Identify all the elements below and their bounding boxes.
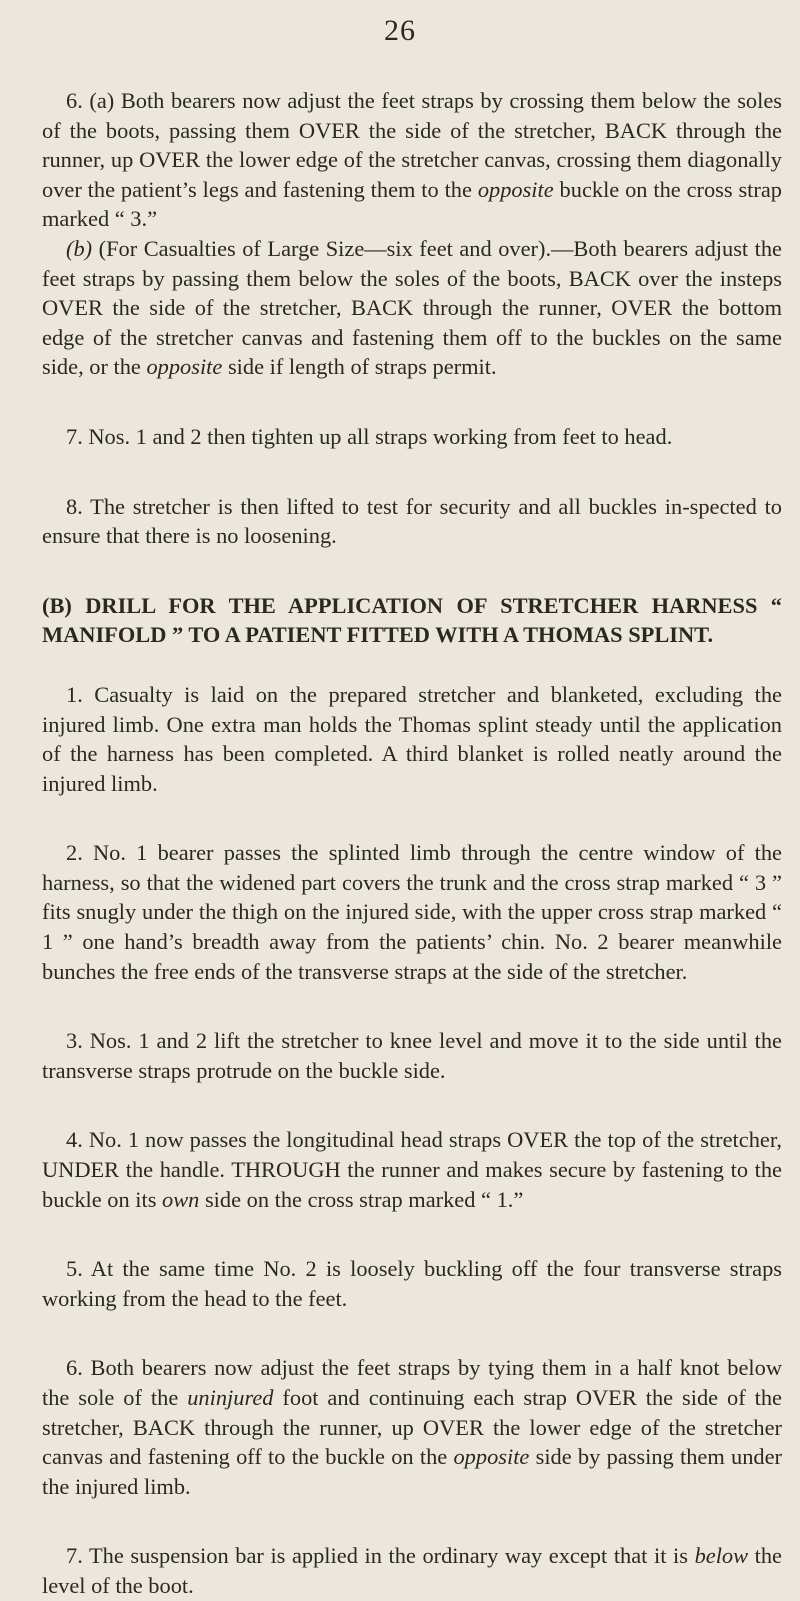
paragraph-6b: (b) (For Casualties of Large Size—six feet and over).—Both bearers adjust the feet straps by passing them below the soles of the boots, BACK over the insteps OVER the side of the stretcher, BACK through the runner, OVER the bottom edge of the stretcher canvas and fastening them off to the buckles on the same side, or the opposite side if length of straps permit. (42, 235, 782, 380)
paragraph-b5: 5. At the same time No. 2 is loosely buckling off the four transverse straps working from the head to the feet. (42, 1256, 782, 1311)
paragraph-6a: 6. (a) Both bearers now adjust the feet straps by crossing them below the soles of the boots, passing them OVER the side of the stretcher, BACK through the runner, up OVER the lower edge of the stretcher canvas, crossing them diagonally over the patient’s legs and fastening them to the opposite buckle on the cross strap marked “ 3.” (42, 88, 782, 232)
paragraph-b2: 2. No. 1 bearer passes the splinted limb through the centre window of the harness, so that the widened part covers the trunk and the cross strap marked “ 3 ” fits snugly under the thigh on the injured side, with the upper cross strap marked “ 1 ” one hand’s breadth away from the patients’ chin. No. 2 bearer meanwhile bunches the free ends of the transverse straps at the side of the stretcher. (42, 840, 782, 984)
paragraph-b4: 4. No. 1 now passes the longitudinal head straps OVER the top of the stretcher, UNDER the handle. THROUGH the runner and makes secure by fastening to the buckle on its own side on the cross strap marked “ 1.” (42, 1127, 782, 1212)
paragraph-b3: 3. Nos. 1 and 2 lift the stretcher to knee level and move it to the side until the transverse straps protrude on the buckle side. (42, 1028, 782, 1083)
page-number: 26 (384, 14, 416, 47)
paragraph-b6: 6. Both bearers now adjust the feet straps by tying them in a half knot below the sole of the uninjured foot and continuing each strap OVER the side of the stretcher, BACK through the runner, up OVER the lower edge of the stretcher canvas and fastening off to the buckle on the opposite side by passing them under the injured limb. (42, 1355, 782, 1499)
paragraph-b1: 1. Casualty is laid on the prepared stretcher and blanketed, excluding the injured limb. One extra man holds the Thomas splint steady until the application of the harness has been completed. A third blanket is rolled neatly around the injured limb. (42, 681, 782, 796)
page-body (42, 86, 782, 1601)
section-b-heading: (B) DRILL FOR THE APPLICATION OF STRETCHER HARNESS “ MANIFOLD ” TO A PATIENT FITTED WITH A THOMAS SPLINT. (42, 592, 782, 648)
paragraph-b7: 7. The suspension bar is applied in the ordinary way except that it is below the level of the boot. (42, 1543, 782, 1598)
paragraph-8a: 8. The stretcher is then lifted to test for security and all buckles in-spected to ensure that there is no loosening. (42, 493, 782, 549)
paragraph-7a: 7. Nos. 1 and 2 then tighten up all straps working from feet to head. (66, 423, 673, 449)
